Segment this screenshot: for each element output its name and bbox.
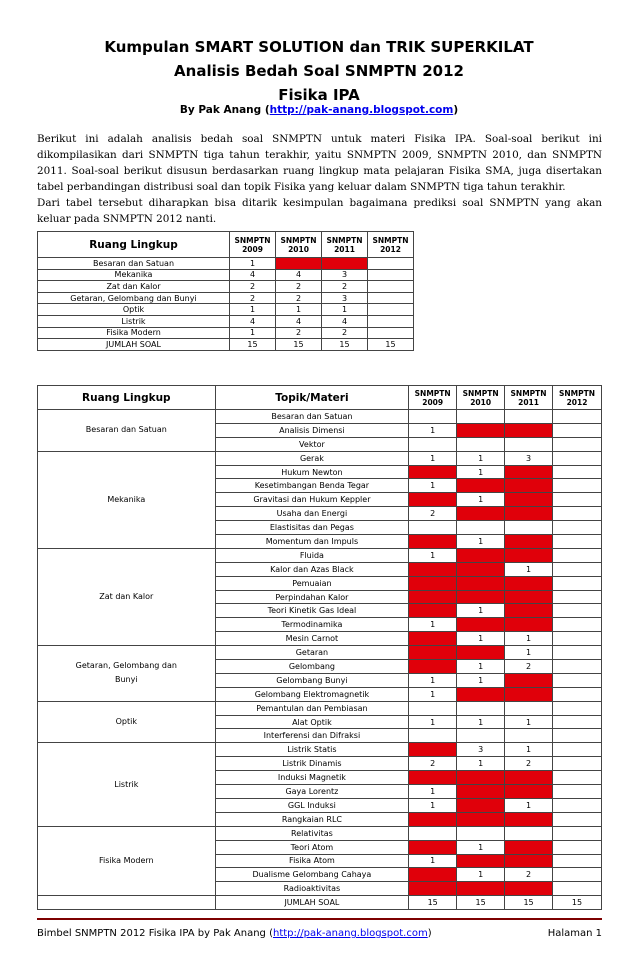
detail-topik-cell: Rangkaian RLC bbox=[215, 812, 409, 826]
detail-value-cell: 1 bbox=[457, 757, 505, 771]
detail-value-cell bbox=[553, 410, 602, 424]
detail-value-cell bbox=[553, 826, 602, 840]
summary-cell bbox=[368, 315, 414, 327]
detail-value-cell bbox=[457, 687, 505, 701]
detail-value-cell bbox=[553, 604, 602, 618]
detail-value-cell: 1 bbox=[505, 715, 553, 729]
detail-topik-cell: Teori Kinetik Gas Ideal bbox=[215, 604, 409, 618]
summary-header-year: SNMPTN 2010 bbox=[276, 232, 322, 258]
detail-value-cell bbox=[505, 521, 553, 535]
detail-value-cell bbox=[553, 882, 602, 896]
detail-value-cell bbox=[505, 812, 553, 826]
detail-value-cell bbox=[409, 660, 457, 674]
detail-value-cell: 1 bbox=[409, 854, 457, 868]
detail-value-cell bbox=[505, 479, 553, 493]
detail-value-cell: 2 bbox=[409, 507, 457, 521]
detail-topik-cell: Gravitasi dan Hukum Keppler bbox=[215, 493, 409, 507]
summary-cell bbox=[368, 258, 414, 270]
summary-row bbox=[38, 269, 602, 281]
detail-value-cell bbox=[553, 590, 602, 604]
detail-row bbox=[38, 451, 602, 465]
detail-value-cell bbox=[553, 715, 602, 729]
detail-value-cell bbox=[457, 410, 505, 424]
summary-cell: 2 bbox=[276, 292, 322, 304]
summary-spacer bbox=[414, 269, 602, 281]
summary-cell: 1 bbox=[322, 304, 368, 316]
detail-topik-cell: GGL Induksi bbox=[215, 798, 409, 812]
detail-topik-cell: Gaya Lorentz bbox=[215, 785, 409, 799]
detail-value-cell: 1 bbox=[457, 604, 505, 618]
detail-value-cell bbox=[457, 437, 505, 451]
detail-value-cell bbox=[553, 646, 602, 660]
detail-value-cell: 1 bbox=[457, 660, 505, 674]
detail-value-cell bbox=[553, 576, 602, 590]
detail-value-cell bbox=[457, 785, 505, 799]
detail-row bbox=[38, 646, 602, 660]
detail-value-cell bbox=[505, 590, 553, 604]
detail-value-cell bbox=[505, 576, 553, 590]
summary-row bbox=[38, 258, 602, 270]
summary-cell: 15 bbox=[276, 339, 322, 351]
detail-value-cell bbox=[409, 465, 457, 479]
detail-row bbox=[38, 826, 602, 840]
detail-value-cell bbox=[505, 465, 553, 479]
summary-row bbox=[38, 327, 602, 339]
detail-ruang-cell: Zat dan Kalor bbox=[38, 548, 216, 645]
detail-value-cell bbox=[553, 757, 602, 771]
detail-value-cell bbox=[553, 840, 602, 854]
detail-value-cell bbox=[409, 604, 457, 618]
summary-cell bbox=[322, 258, 368, 270]
detail-value-cell: 1 bbox=[457, 451, 505, 465]
detail-value-cell bbox=[409, 646, 457, 660]
summary-header-year: SNMPTN 2011 bbox=[322, 232, 368, 258]
detail-value-cell: 1 bbox=[409, 687, 457, 701]
detail-total-cell: 15 bbox=[553, 896, 602, 910]
detail-value-cell: 1 bbox=[409, 785, 457, 799]
summary-cell: 15 bbox=[230, 339, 276, 351]
detail-value-cell bbox=[553, 493, 602, 507]
detail-value-cell: 1 bbox=[457, 535, 505, 549]
summary-header-year: SNMPTN 2009 bbox=[230, 232, 276, 258]
detail-value-cell bbox=[457, 479, 505, 493]
detail-value-cell bbox=[553, 423, 602, 437]
detail-total-cell: 15 bbox=[457, 896, 505, 910]
detail-topik-cell: Kesetimbangan Benda Tegar bbox=[215, 479, 409, 493]
summary-spacer bbox=[414, 258, 602, 270]
detail-topik-cell: Perpindahan Kalor bbox=[215, 590, 409, 604]
detail-value-cell bbox=[409, 410, 457, 424]
detail-value-cell bbox=[457, 618, 505, 632]
detail-value-cell bbox=[505, 701, 553, 715]
detail-value-cell bbox=[553, 812, 602, 826]
detail-value-cell: 3 bbox=[457, 743, 505, 757]
detail-row bbox=[38, 743, 602, 757]
detail-value-cell bbox=[505, 854, 553, 868]
intro-paragraph-2: Dari tabel tersebut diharapkan bisa ditarik kesimpulan bagaimana prediksi soal SNMPTN yang akan keluar pada SNMPTN 2012 nanti. bbox=[37, 197, 602, 225]
detail-value-cell bbox=[553, 479, 602, 493]
detail-value-cell bbox=[409, 701, 457, 715]
detail-ruang-cell: Fisika Modern bbox=[38, 826, 216, 895]
detail-value-cell bbox=[553, 507, 602, 521]
detail-value-cell bbox=[409, 812, 457, 826]
detail-value-cell: 2 bbox=[505, 660, 553, 674]
detail-value-cell: 1 bbox=[457, 465, 505, 479]
summary-cell: 4 bbox=[276, 269, 322, 281]
detail-total-cell: 15 bbox=[409, 896, 457, 910]
detail-topik-cell: Pemuaian bbox=[215, 576, 409, 590]
detail-topik-cell: Elastisitas dan Pegas bbox=[215, 521, 409, 535]
detail-value-cell: 1 bbox=[409, 798, 457, 812]
detail-value-cell bbox=[457, 854, 505, 868]
summary-cell: 4 bbox=[230, 315, 276, 327]
detail-value-cell: 1 bbox=[457, 673, 505, 687]
author-prefix: By Pak Anang ( bbox=[179, 104, 270, 116]
detail-ruang-cell: Besaran dan Satuan bbox=[38, 410, 216, 452]
author-suffix: ) bbox=[453, 104, 459, 116]
detail-topik-cell: Alat Optik bbox=[215, 715, 409, 729]
detail-value-cell bbox=[505, 882, 553, 896]
detail-value-cell bbox=[409, 868, 457, 882]
summary-row-label: JUMLAH SOAL bbox=[38, 339, 230, 351]
detail-topik-cell: Listrik Dinamis bbox=[215, 757, 409, 771]
detail-value-cell bbox=[505, 687, 553, 701]
detail-topik-cell: Dualisme Gelombang Cahaya bbox=[215, 868, 409, 882]
detail-value-cell bbox=[553, 562, 602, 576]
detail-total-row bbox=[38, 896, 602, 910]
summary-cell: 2 bbox=[276, 327, 322, 339]
detail-topik-cell: Interferensi dan Difraksi bbox=[215, 729, 409, 743]
detail-topik-cell: Gelombang bbox=[215, 660, 409, 674]
summary-cell: 2 bbox=[322, 281, 368, 293]
detail-value-cell: 1 bbox=[409, 423, 457, 437]
summary-cell: 1 bbox=[230, 327, 276, 339]
detail-value-cell bbox=[553, 618, 602, 632]
summary-spacer bbox=[414, 304, 602, 316]
detail-value-cell bbox=[409, 437, 457, 451]
detail-value-cell bbox=[457, 701, 505, 715]
detail-value-cell bbox=[553, 729, 602, 743]
summary-spacer bbox=[414, 281, 602, 293]
detail-value-cell bbox=[553, 701, 602, 715]
detail-topik-cell: Induksi Magnetik bbox=[215, 771, 409, 785]
detail-header-year: SNMPTN 2012 bbox=[553, 386, 602, 410]
footer-left bbox=[37, 928, 432, 939]
detail-value-cell bbox=[457, 562, 505, 576]
detail-topik-cell: Gerak bbox=[215, 451, 409, 465]
detail-topik-cell: Termodinamika bbox=[215, 618, 409, 632]
author-line bbox=[0, 104, 638, 116]
summary-cell: 4 bbox=[230, 269, 276, 281]
detail-value-cell bbox=[457, 576, 505, 590]
detail-topik-cell: Gelombang Bunyi bbox=[215, 673, 409, 687]
detail-value-cell: 1 bbox=[457, 715, 505, 729]
summary-cell bbox=[368, 304, 414, 316]
detail-value-cell bbox=[457, 521, 505, 535]
detail-value-cell bbox=[553, 743, 602, 757]
detail-value-cell bbox=[457, 771, 505, 785]
summary-row-label: Besaran dan Satuan bbox=[38, 258, 230, 270]
summary-row bbox=[38, 304, 602, 316]
detail-value-cell bbox=[457, 798, 505, 812]
detail-value-cell: 1 bbox=[409, 451, 457, 465]
detail-value-cell bbox=[505, 548, 553, 562]
summary-table bbox=[37, 231, 602, 351]
detail-topik-cell: Momentum dan Impuls bbox=[215, 535, 409, 549]
detail-value-cell bbox=[409, 743, 457, 757]
detail-value-cell bbox=[457, 826, 505, 840]
detail-value-cell bbox=[553, 771, 602, 785]
detail-value-cell: 1 bbox=[505, 632, 553, 646]
detail-value-cell bbox=[553, 548, 602, 562]
detail-value-cell bbox=[553, 854, 602, 868]
summary-cell bbox=[276, 258, 322, 270]
detail-value-cell bbox=[553, 521, 602, 535]
detail-header-ruang: Ruang Lingkup bbox=[38, 386, 216, 410]
detail-value-cell bbox=[409, 493, 457, 507]
footer-link[interactable]: http://pak-anang.blogspot.com bbox=[273, 928, 428, 939]
detail-value-cell bbox=[409, 729, 457, 743]
detail-value-cell bbox=[553, 785, 602, 799]
detail-value-cell bbox=[409, 562, 457, 576]
detail-value-cell: 1 bbox=[457, 632, 505, 646]
detail-value-cell bbox=[505, 604, 553, 618]
detail-value-cell bbox=[505, 771, 553, 785]
detail-value-cell bbox=[409, 882, 457, 896]
summary-row-label: Optik bbox=[38, 304, 230, 316]
detail-value-cell bbox=[505, 785, 553, 799]
summary-row bbox=[38, 281, 602, 293]
detail-topik-cell: Vektor bbox=[215, 437, 409, 451]
detail-value-cell bbox=[505, 535, 553, 549]
footer-left-prefix: Bimbel SNMPTN 2012 Fisika IPA by Pak Anang ( bbox=[37, 928, 273, 939]
detail-value-cell: 1 bbox=[505, 798, 553, 812]
author-link[interactable]: http://pak-anang.blogspot.com bbox=[269, 104, 454, 116]
summary-cell bbox=[368, 269, 414, 281]
document-title: Kumpulan SMART SOLUTION dan TRIK SUPERKILAT bbox=[104, 38, 534, 56]
detail-value-cell bbox=[457, 590, 505, 604]
summary-cell: 1 bbox=[230, 258, 276, 270]
detail-total-label: JUMLAH SOAL bbox=[215, 896, 409, 910]
summary-row-label: Fisika Modern bbox=[38, 327, 230, 339]
summary-row-label: Mekanika bbox=[38, 269, 230, 281]
summary-cell: 3 bbox=[322, 292, 368, 304]
detail-value-cell bbox=[505, 423, 553, 437]
detail-value-cell bbox=[505, 493, 553, 507]
summary-header-year: SNMPTN 2012 bbox=[368, 232, 414, 258]
page-number: Halaman 1 bbox=[547, 928, 602, 939]
detail-value-cell bbox=[505, 507, 553, 521]
detail-header-topik: Topik/Materi bbox=[215, 386, 409, 410]
detail-header-year: SNMPTN 2009 bbox=[409, 386, 457, 410]
intro-paragraph-1: Berikut ini adalah analisis bedah soal SNMPTN untuk materi Fisika IPA. Soal-soal berikut ini dikompilasikan dari SNMPTN tiga tahun terakhir, yaitu SNMPTN 2009, SNMPTN 2010, dan SNMPTN 2011. Soal-soal berikut disusun berdasarkan ruang lingkup mata pelajaran Fisika SMA, juga disertakan tabel perbandingan distribusi soal dan topik Fisika yang keluar dalam SNMPTN tiga tahun terakhir. bbox=[37, 133, 602, 193]
detail-value-cell bbox=[505, 673, 553, 687]
summary-cell: 4 bbox=[322, 315, 368, 327]
detail-value-cell bbox=[457, 646, 505, 660]
summary-spacer bbox=[414, 339, 602, 351]
detail-table bbox=[37, 385, 602, 910]
detail-value-cell: 3 bbox=[505, 451, 553, 465]
summary-cell: 15 bbox=[322, 339, 368, 351]
summary-row bbox=[38, 292, 602, 304]
detail-value-cell: 1 bbox=[505, 646, 553, 660]
detail-total-cell: 15 bbox=[505, 896, 553, 910]
detail-value-cell bbox=[553, 465, 602, 479]
detail-value-cell bbox=[505, 826, 553, 840]
detail-ruang-cell: Optik bbox=[38, 701, 216, 743]
detail-topik-cell: Getaran bbox=[215, 646, 409, 660]
summary-spacer bbox=[414, 232, 602, 258]
detail-value-cell bbox=[457, 882, 505, 896]
detail-value-cell bbox=[409, 840, 457, 854]
document-subtitle: Analisis Bedah Soal SNMPTN 2012 bbox=[174, 62, 464, 80]
summary-spacer bbox=[414, 327, 602, 339]
footer-divider bbox=[37, 918, 602, 920]
detail-topik-cell: Hukum Newton bbox=[215, 465, 409, 479]
summary-row bbox=[38, 339, 602, 351]
detail-topik-cell: Kalor dan Azas Black bbox=[215, 562, 409, 576]
summary-header-ruang: Ruang Lingkup bbox=[38, 232, 230, 258]
detail-value-cell bbox=[409, 590, 457, 604]
summary-spacer bbox=[414, 292, 602, 304]
detail-value-cell bbox=[553, 660, 602, 674]
summary-row bbox=[38, 315, 602, 327]
detail-value-cell bbox=[553, 868, 602, 882]
detail-value-cell bbox=[553, 437, 602, 451]
summary-cell bbox=[368, 327, 414, 339]
summary-header-row bbox=[38, 232, 602, 258]
detail-value-cell: 1 bbox=[457, 868, 505, 882]
detail-value-cell bbox=[505, 618, 553, 632]
detail-topik-cell: Analisis Dimensi bbox=[215, 423, 409, 437]
summary-cell: 4 bbox=[276, 315, 322, 327]
detail-value-cell: 1 bbox=[505, 743, 553, 757]
detail-value-cell: 1 bbox=[409, 715, 457, 729]
summary-spacer bbox=[414, 315, 602, 327]
detail-ruang-cell: Getaran, Gelombang dan Bunyi bbox=[38, 646, 216, 702]
detail-value-cell bbox=[409, 771, 457, 785]
summary-row-label: Listrik bbox=[38, 315, 230, 327]
detail-row bbox=[38, 548, 602, 562]
summary-cell: 3 bbox=[322, 269, 368, 281]
detail-value-cell: 1 bbox=[409, 479, 457, 493]
detail-value-cell bbox=[505, 729, 553, 743]
detail-value-cell: 1 bbox=[409, 548, 457, 562]
detail-value-cell bbox=[457, 507, 505, 521]
detail-value-cell: 2 bbox=[505, 868, 553, 882]
detail-topik-cell: Mesin Carnot bbox=[215, 632, 409, 646]
detail-value-cell: 1 bbox=[457, 840, 505, 854]
summary-row-label: Zat dan Kalor bbox=[38, 281, 230, 293]
detail-value-cell bbox=[505, 410, 553, 424]
summary-cell: 1 bbox=[230, 304, 276, 316]
detail-value-cell bbox=[553, 798, 602, 812]
detail-topik-cell: Fisika Atom bbox=[215, 854, 409, 868]
detail-topik-cell: Fluida bbox=[215, 548, 409, 562]
detail-header-year: SNMPTN 2010 bbox=[457, 386, 505, 410]
summary-cell: 2 bbox=[322, 327, 368, 339]
summary-cell: 2 bbox=[276, 281, 322, 293]
detail-value-cell bbox=[457, 729, 505, 743]
detail-ruang-cell: Mekanika bbox=[38, 451, 216, 548]
detail-value-cell bbox=[553, 632, 602, 646]
detail-value-cell bbox=[457, 812, 505, 826]
detail-row bbox=[38, 701, 602, 715]
detail-value-cell: 1 bbox=[409, 673, 457, 687]
summary-cell: 2 bbox=[230, 281, 276, 293]
detail-value-cell bbox=[553, 673, 602, 687]
detail-value-cell: 1 bbox=[505, 562, 553, 576]
detail-value-cell bbox=[505, 840, 553, 854]
detail-value-cell bbox=[553, 451, 602, 465]
detail-value-cell: 1 bbox=[409, 618, 457, 632]
detail-topik-cell: Listrik Statis bbox=[215, 743, 409, 757]
detail-topik-cell: Teori Atom bbox=[215, 840, 409, 854]
summary-cell bbox=[368, 292, 414, 304]
summary-cell bbox=[368, 281, 414, 293]
detail-value-cell bbox=[409, 576, 457, 590]
footer-left-suffix: ) bbox=[427, 928, 432, 939]
detail-value-cell bbox=[505, 437, 553, 451]
detail-topik-cell: Radioaktivitas bbox=[215, 882, 409, 896]
detail-row bbox=[38, 410, 602, 424]
detail-value-cell bbox=[409, 535, 457, 549]
detail-value-cell: 2 bbox=[505, 757, 553, 771]
detail-value-cell bbox=[457, 548, 505, 562]
detail-ruang-cell: Listrik bbox=[38, 743, 216, 826]
summary-row-label: Getaran, Gelombang dan Bunyi bbox=[38, 292, 230, 304]
detail-total-empty bbox=[38, 896, 216, 910]
detail-value-cell bbox=[409, 632, 457, 646]
detail-topik-cell: Relativitas bbox=[215, 826, 409, 840]
detail-value-cell bbox=[553, 535, 602, 549]
detail-header-year: SNMPTN 2011 bbox=[505, 386, 553, 410]
detail-value-cell: 2 bbox=[409, 757, 457, 771]
summary-cell: 15 bbox=[368, 339, 414, 351]
detail-topik-cell: Pemantulan dan Pembiasan bbox=[215, 701, 409, 715]
detail-topik-cell: Besaran dan Satuan bbox=[215, 410, 409, 424]
detail-value-cell bbox=[553, 687, 602, 701]
detail-topik-cell: Gelombang Elektromagnetik bbox=[215, 687, 409, 701]
detail-header-row bbox=[38, 386, 602, 410]
detail-value-cell: 1 bbox=[457, 493, 505, 507]
document-subject: Fisika IPA bbox=[278, 86, 360, 104]
detail-topik-cell: Usaha dan Energi bbox=[215, 507, 409, 521]
detail-value-cell bbox=[409, 826, 457, 840]
detail-value-cell bbox=[457, 423, 505, 437]
summary-cell: 1 bbox=[276, 304, 322, 316]
detail-value-cell bbox=[409, 521, 457, 535]
summary-cell: 2 bbox=[230, 292, 276, 304]
